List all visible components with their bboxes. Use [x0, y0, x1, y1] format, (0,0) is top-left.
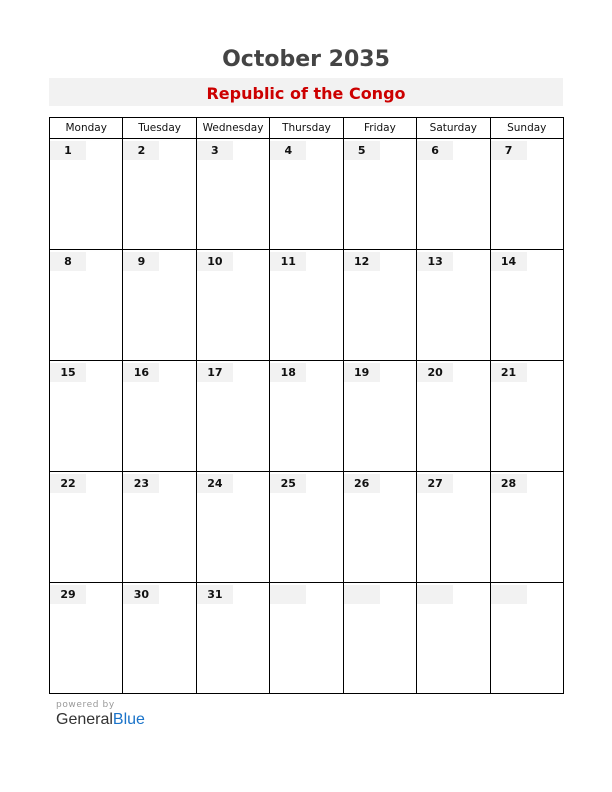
- day-number-box: [417, 252, 453, 271]
- day-number: 26: [354, 477, 370, 490]
- day-number: 11: [280, 255, 296, 268]
- weekday-header: Thursday: [270, 118, 343, 139]
- day-cell: [50, 250, 123, 361]
- day-cell: [123, 583, 196, 694]
- day-cell: [196, 361, 269, 472]
- day-number-box: [491, 474, 527, 493]
- weekday-header: Monday: [50, 118, 123, 139]
- day-number-box: [491, 252, 527, 271]
- day-number: 12: [354, 255, 370, 268]
- day-number-box: [123, 474, 159, 493]
- day-number-box: [270, 141, 306, 160]
- footer-branding: [56, 700, 145, 729]
- day-number-box: [344, 585, 380, 604]
- day-cell: [50, 361, 123, 472]
- day-cell: [490, 139, 563, 250]
- weekday-header: Saturday: [417, 118, 490, 139]
- day-number: 2: [137, 144, 146, 157]
- day-number: 9: [137, 255, 146, 268]
- day-number-box: [344, 363, 380, 382]
- weekday-header: Friday: [343, 118, 416, 139]
- day-number-box: [270, 363, 306, 382]
- day-number-box: [123, 363, 159, 382]
- day-cell: [123, 361, 196, 472]
- week-row: [50, 583, 564, 694]
- day-number: 8: [64, 255, 72, 268]
- day-number: 31: [207, 588, 223, 601]
- week-row: [50, 139, 564, 250]
- day-number: 13: [427, 255, 443, 268]
- week-row: [50, 472, 564, 583]
- day-number-box: [417, 585, 453, 604]
- day-number-box: [123, 141, 159, 160]
- day-cell: [490, 361, 563, 472]
- day-cell: [196, 139, 269, 250]
- day-cell: [50, 139, 123, 250]
- day-cell: [270, 472, 343, 583]
- day-cell: [343, 472, 416, 583]
- day-number: 10: [207, 255, 223, 268]
- day-number: 17: [207, 366, 223, 379]
- day-cell: [490, 583, 563, 694]
- day-cell: [196, 250, 269, 361]
- day-number: 28: [500, 477, 517, 490]
- day-number-box: [491, 585, 527, 604]
- day-number: 30: [133, 588, 150, 601]
- day-number: 25: [280, 477, 296, 490]
- day-number: 15: [60, 366, 76, 379]
- powered-by-text: powered by: [56, 700, 115, 710]
- day-number: 6: [431, 144, 439, 157]
- day-number-box: [417, 363, 453, 382]
- day-number: 4: [284, 144, 293, 157]
- day-cell: [343, 361, 416, 472]
- day-cell: [270, 139, 343, 250]
- day-number: 24: [207, 477, 223, 490]
- day-number-box: [491, 141, 527, 160]
- day-number-box: [417, 141, 453, 160]
- day-cell: [270, 361, 343, 472]
- day-number-box: [270, 585, 306, 604]
- day-cell: [417, 361, 490, 472]
- day-number-box: [50, 363, 86, 382]
- day-number-box: [197, 363, 233, 382]
- day-cell: [490, 250, 563, 361]
- day-cell: [270, 250, 343, 361]
- day-cell: [270, 583, 343, 694]
- day-cell: [417, 250, 490, 361]
- day-number: 20: [427, 366, 443, 379]
- day-number-box: [197, 252, 233, 271]
- day-number-box: [344, 252, 380, 271]
- calendar-title: October 2035: [222, 47, 390, 72]
- day-number: 29: [60, 588, 76, 601]
- day-cell: [123, 250, 196, 361]
- day-number: 3: [211, 144, 219, 157]
- day-number-box: [50, 474, 86, 493]
- day-cell: [490, 472, 563, 583]
- weekday-header: Tuesday: [123, 118, 196, 139]
- day-cell: [123, 472, 196, 583]
- brand-blue: Blue: [112, 711, 145, 728]
- day-number: 21: [500, 366, 517, 379]
- weekday-header: Wednesday: [196, 118, 269, 139]
- day-number-box: [123, 252, 159, 271]
- generalblue-logo: [56, 711, 145, 729]
- day-number-box: [417, 474, 453, 493]
- day-number-box: [123, 585, 159, 604]
- day-number: 27: [427, 477, 443, 490]
- day-cell: [196, 472, 269, 583]
- day-number: 16: [133, 366, 150, 379]
- day-cell: [343, 583, 416, 694]
- day-number: 19: [354, 366, 370, 379]
- day-number: 5: [357, 144, 366, 157]
- day-cell: [50, 583, 123, 694]
- day-cell: [123, 139, 196, 250]
- day-number-box: [344, 141, 380, 160]
- weekday-header-row: [50, 118, 564, 139]
- day-number-box: [270, 474, 306, 493]
- day-number-box: [197, 474, 233, 493]
- day-number: 7: [504, 144, 513, 157]
- day-number-box: [50, 585, 86, 604]
- day-number-box: [197, 141, 233, 160]
- weekday-header: Sunday: [490, 118, 563, 139]
- day-cell: [50, 472, 123, 583]
- day-number: 1: [64, 144, 72, 157]
- week-row: [50, 361, 564, 472]
- day-number: 23: [133, 477, 150, 490]
- day-number-box: [50, 141, 86, 160]
- day-number-box: [344, 474, 380, 493]
- day-cell: [343, 250, 416, 361]
- month-grid: [49, 117, 564, 694]
- day-number: 22: [60, 477, 76, 490]
- day-cell: [417, 472, 490, 583]
- day-number-box: [491, 363, 527, 382]
- day-cell: [343, 139, 416, 250]
- day-cell: [417, 583, 490, 694]
- week-row: [50, 250, 564, 361]
- day-cell: [196, 583, 269, 694]
- country-banner: [49, 78, 563, 106]
- day-number: 14: [500, 255, 517, 268]
- brand-general: General: [56, 711, 113, 728]
- day-cell: [417, 139, 490, 250]
- day-number-box: [270, 252, 306, 271]
- day-number-box: [50, 252, 86, 271]
- country-name: Republic of the Congo: [206, 84, 406, 103]
- day-number-box: [197, 585, 233, 604]
- day-number: 18: [280, 366, 296, 379]
